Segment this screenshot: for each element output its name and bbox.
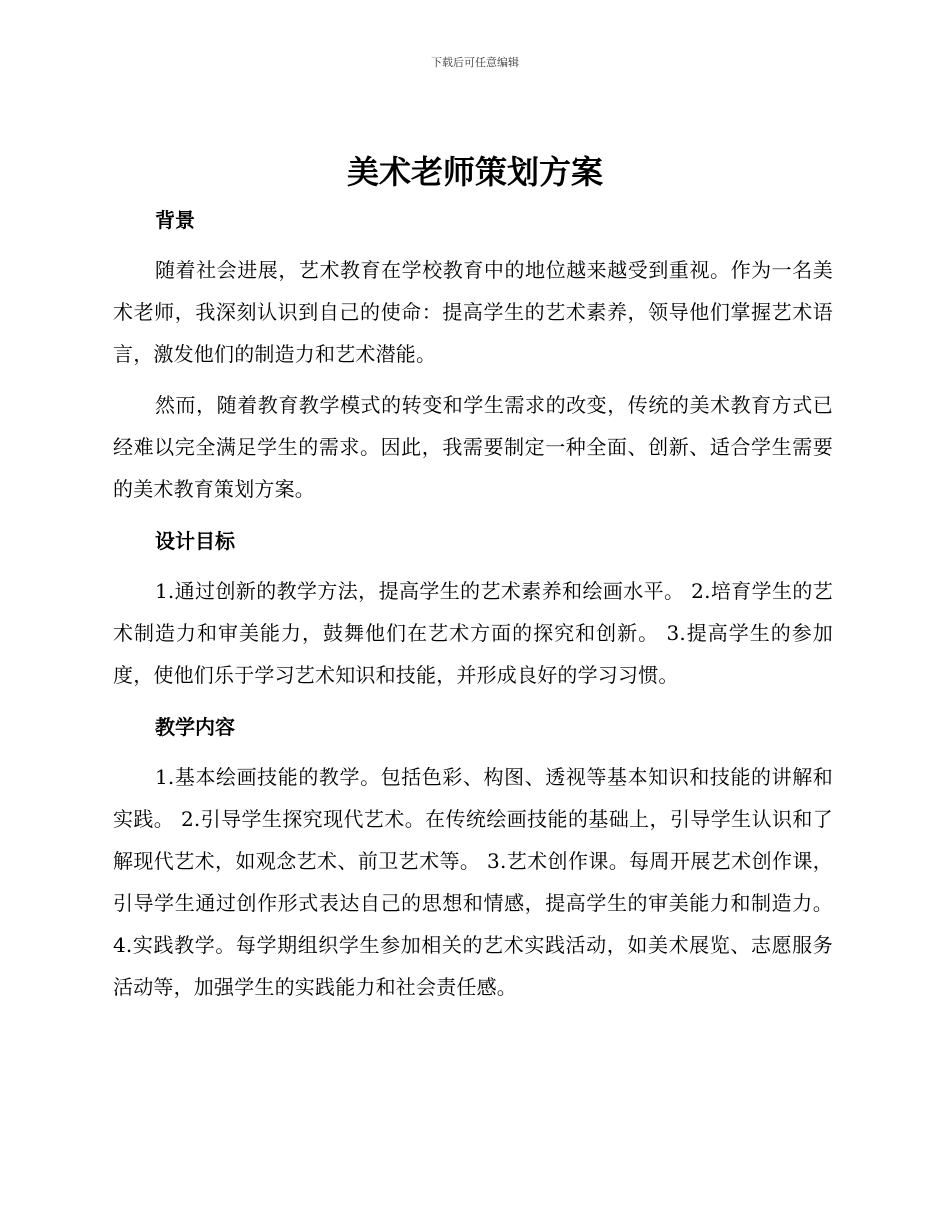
section-background [113,200,833,510]
paragraph: 1.通过创新的教学方法，提高学生的艺术素养和绘画水平。 2.培育学生的艺术制造力和审美能力，鼓舞他们在艺术方面的探究和创新。 3.提高学生的参加度，使他们乐于学习艺术知识和技能，并形成良好的学习习惯。 [113,579,833,687]
paragraph: 随着社会进展，艺术教育在学校教育中的地位越来越受到重视。作为一名美术老师，我深刻认识到自己的使命：提高学生的艺术素养，领导他们掌握艺术语言，激发他们的制造力和艺术潜能。 [113,258,833,366]
section-heading: 背景 [155,208,195,232]
section-heading: 设计目标 [155,529,235,553]
page-header-note: 下载后可任意编辑 [431,56,519,69]
section-design-goals [113,521,833,696]
paragraph: 然而，随着教育教学模式的转变和学生需求的改变，传统的美术教育方式已经难以完全满足学生的需求。因此，我需要制定一种全面、创新、适合学生需要的美术教育策划方案。 [113,393,833,501]
paragraph: 1.基本绘画技能的教学。包括色彩、构图、透视等基本知识和技能的讲解和实践。 2.引导学生探究现代艺术。在传统绘画技能的基础上，引导学生认识和了解现代艺术，如观念艺术、前卫艺术等。 3.艺术创作课。每周开展艺术创作课，引导学生通过创作形式表达自己的思想和情感，提高学生的审美能力和制造力。 4.实践教学。每学期组织学生参加相关的艺术实践活动，如美术展览、志愿服务活动等，加强学生的实践能力和社会责任感。 [113,765,833,999]
section-teaching-content [113,707,833,1008]
document-title: 美术老师策划方案 [346,153,603,191]
section-heading: 教学内容 [155,715,235,739]
document-body [113,200,833,1008]
